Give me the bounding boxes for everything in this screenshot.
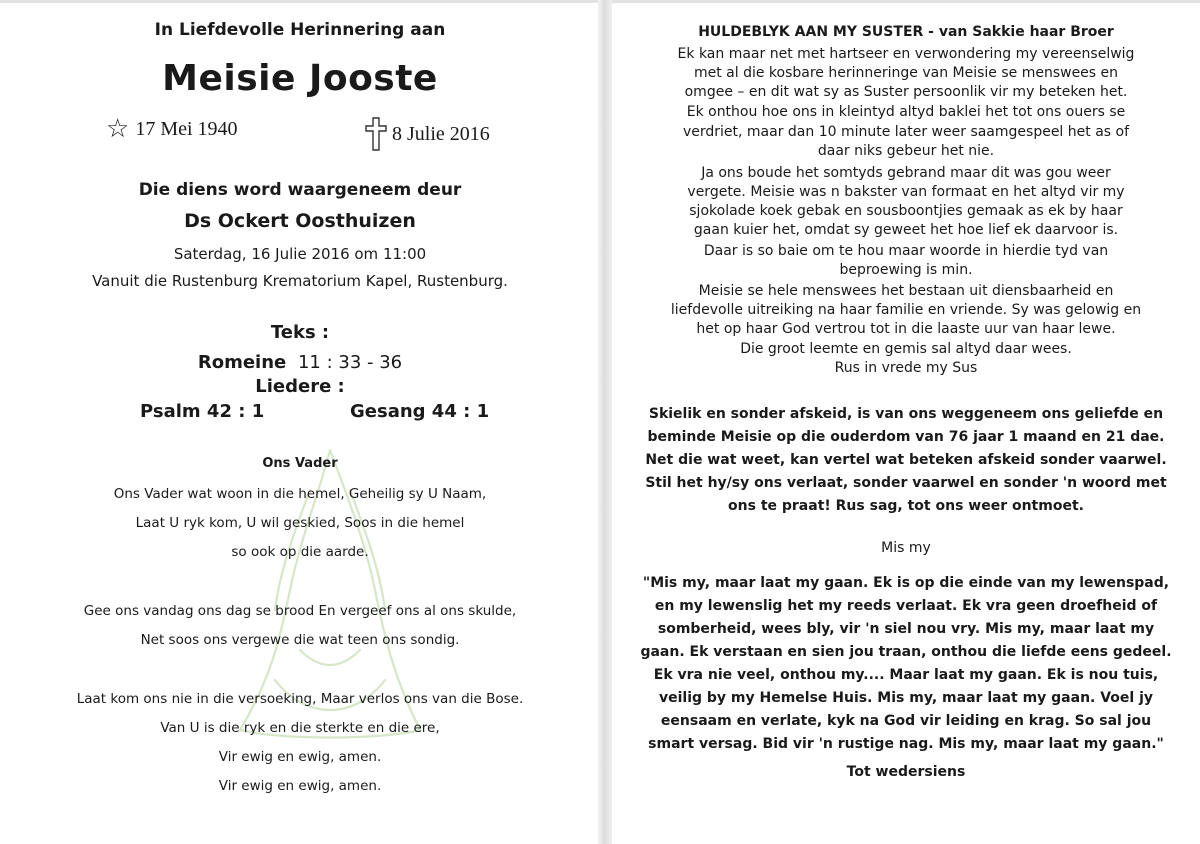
prayer-line: Gee ons vandag ons dag se brood En vergeef ons al ons skulde,: [83, 603, 517, 619]
poem-line: "Mis my, maar laat my gaan. Ek is op die einde van my lewenspad,: [642, 575, 1170, 591]
tribute-line: Ek onthou hoe ons in kleintyd altyd baklei het tot ons ouers se: [686, 104, 1126, 120]
service-date: Saterdag, 16 Julie 2016 om 11:00: [173, 245, 427, 263]
farewell-line: Net die wat weet, kan vertel wat beteken afskeid sonder vaarwel.: [645, 452, 1167, 468]
poem-title: Mis my: [881, 540, 931, 556]
tribute-line: omgee – en dit wat sy as Suster persoonlik vir my beteken het.: [684, 84, 1128, 100]
prayer-title: Ons Vader: [262, 456, 338, 471]
tribute-heading: HULDEBLYK AAN MY SUSTER - van Sakkie haar Broer: [698, 24, 1114, 40]
star-icon: ☆: [106, 114, 130, 143]
poem-line: veilig by my Hemelse Huis. Mis my, maar laat my gaan. Voel jy: [658, 690, 1154, 706]
teks-label: Teks :: [270, 322, 330, 343]
prayer-line: Laat U ryk kom, U wil geskied, Soos in die hemel: [135, 515, 465, 531]
prayer-line: Ons Vader wat woon in die hemel, Geheilig sy U Naam,: [113, 486, 487, 502]
death-date-block: [364, 116, 490, 152]
service-conducted-by: Die diens word waargeneem deur: [138, 180, 462, 200]
farewell-line: beminde Meisie op die ouderdom van 76 jaar 1 maand en 21 dae.: [647, 429, 1165, 445]
tribute-line: Rus in vrede my Sus: [834, 360, 978, 376]
memory-heading: In Liefdevolle Herinnering aan: [154, 20, 446, 40]
minister-name: Ds Ockert Oosthuizen: [184, 210, 416, 232]
prayer-line: Vir ewig en ewig, amen.: [218, 778, 382, 794]
poem-line: en my lewenslig het my reeds verlaat. Ek vra geen droefheid of: [654, 598, 1158, 614]
tribute-line: liefdevolle uitreiking na haar familie en vriende. Sy was gelowig en: [670, 302, 1142, 318]
closing-farewell: Tot wedersiens: [846, 764, 966, 780]
farewell-line: Stil het hy/sy ons verlaat, sonder vaarwel en sonder 'n woord met: [645, 475, 1167, 491]
gesang-text: Gesang 44 : 1: [350, 401, 490, 422]
birth-date: 17 Mei 1940: [135, 117, 238, 140]
tribute-line: verdriet, maar dan 10 minute later weer saamgespeel het as of: [682, 124, 1130, 140]
tribute-line: daar niks gebeur het nie.: [817, 143, 995, 159]
tribute-line: Daar is so baie om te hou maar woorde in hierdie tyd van: [703, 243, 1109, 259]
service-venue: Vanuit die Rustenburg Krematorium Kapel, Rustenburg.: [92, 272, 508, 290]
deceased-name: Meisie Jooste: [162, 58, 438, 99]
psalm-text: Psalm 42 : 1: [140, 401, 265, 422]
teks-verses: 11 : 33 - 36: [297, 352, 403, 373]
cross-icon: [364, 116, 388, 152]
farewell-line: ons te praat! Rus sag, tot ons weer ontmoet.: [728, 498, 1084, 514]
prayer-line: Vir ewig en ewig, amen.: [218, 749, 382, 765]
farewell-line: Skielik en sonder afskeid, is van ons weggeneem ons geliefde en: [648, 406, 1164, 422]
prayer-line: so ook op die aarde.: [231, 544, 369, 560]
teks-reference: [0, 352, 600, 373]
tribute-line: met al die kosbare herinneringe van Meisie se menswees en: [693, 65, 1119, 81]
tribute-line: sjokolade koek gebak en sousboontjies gemaak as ek by haar: [689, 203, 1123, 219]
poem-line: Ek vra nie veel, onthou my.... Maar laat my gaan. Ek is nou tuis,: [653, 667, 1159, 683]
teks-book: Romeine: [197, 352, 287, 373]
poem-line: smart versag. Bid vir 'n rustige nag. Mis my, maar laat my gaan.": [648, 736, 1164, 752]
tribute-line: beproewing is min.: [839, 262, 973, 278]
poem-line: gaan. Ek verstaan en sien jou traan, onthou die liefde eens gedeel.: [640, 644, 1172, 660]
tribute-line: gaan kuier het, omdat sy geweet het hoe lief ek daarvoor is.: [693, 222, 1119, 238]
gesang-reference: [350, 401, 489, 422]
prayer-line: Net soos ons vergewe die wat teen ons sondig.: [140, 632, 460, 648]
tribute-line: Die groot leemte en gemis sal altyd daar wees.: [740, 341, 1072, 357]
tribute-line: het op haar God vertrou tot in die laaste uur van haar lewe.: [696, 321, 1116, 337]
tribute-line: Meisie se hele menswees het bestaan uit diensbaarheid en: [698, 283, 1114, 299]
liedere-label: Liedere :: [255, 376, 345, 397]
poem-line: somberheid, wees bly, vir 'n siel nou vry. Mis my, maar laat my: [657, 621, 1155, 637]
poem-line: eensaam en verlate, kyk na God vir leiding en krag. So sal jou: [660, 713, 1152, 729]
death-date: 8 Julie 2016: [392, 122, 490, 145]
psalm-reference: [140, 401, 264, 422]
tribute-line: vergete. Meisie was n bakster van formaat en het altyd vir my: [687, 184, 1125, 200]
prayer-line: Laat kom ons nie in die versoeking, Maar verlos ons van die Bose.: [76, 691, 524, 707]
birth-date-block: [106, 116, 238, 142]
right-page: [612, 0, 1200, 844]
tribute-line: Ek kan maar net met hartseer en verwondering my vereenselwig: [677, 46, 1135, 62]
page-fold-divider: [598, 0, 612, 844]
prayer-line: Van U is die ryk en die sterkte en die ere,: [160, 720, 440, 736]
tribute-line: Ja ons boude het somtyds gebrand maar dit was gou weer: [701, 165, 1111, 181]
